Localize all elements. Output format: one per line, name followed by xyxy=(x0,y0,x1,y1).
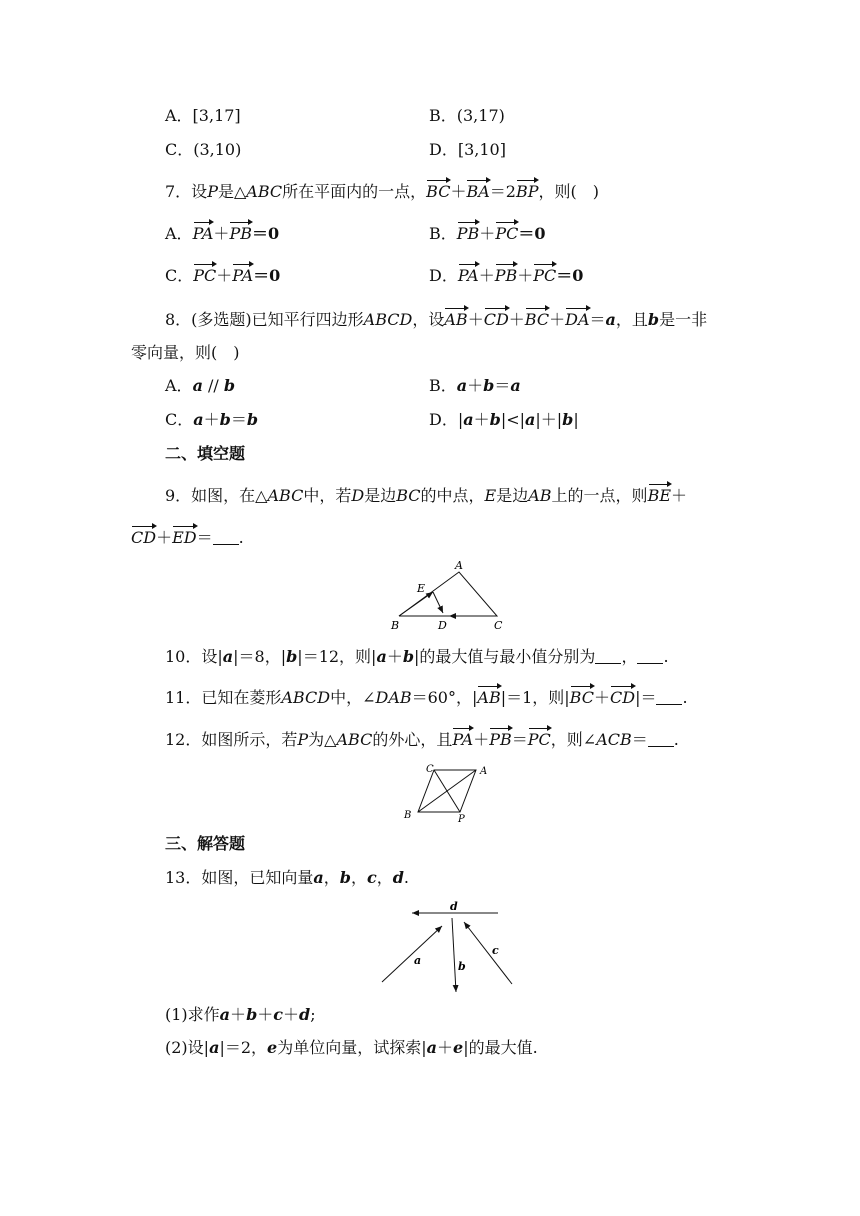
q6-option-a: A．[3,17] xyxy=(165,106,241,125)
q12-label-c: C xyxy=(426,764,434,775)
q13-vectors-figure xyxy=(370,898,520,998)
q7-option-a: A．PA＋PB＝0 xyxy=(165,224,280,243)
q13-label-b: b xyxy=(458,960,466,973)
q9-label-e: E xyxy=(417,582,426,595)
q12-label-p: P xyxy=(458,814,465,824)
answer-blank xyxy=(637,649,663,664)
q8-option-d: D．|a＋b|<|a|＋|b| xyxy=(429,410,579,429)
q9-triangle-figure xyxy=(385,558,515,634)
q7-option-d: D．PA＋PB＋PC＝0 xyxy=(429,266,584,285)
q9-label-d: D xyxy=(438,619,447,632)
q7-stem: 7．设P是△ABC所在平面内的一点，BC＋BA＝2BP，则( ) xyxy=(165,182,599,201)
answer-blank xyxy=(648,732,674,747)
q13-label-c: c xyxy=(492,944,499,957)
q7-option-c: C．PC＋PA＝0 xyxy=(165,266,281,285)
answer-blank xyxy=(656,690,682,705)
q6-option-b: B．(3,17) xyxy=(429,106,505,125)
section-answer-heading: 三、解答题 xyxy=(165,834,246,853)
q12-label-a: A xyxy=(480,766,488,777)
q13-label-a: a xyxy=(414,954,422,967)
q6-option-d: D．[3,10] xyxy=(429,140,506,159)
q13-stem: 13．如图，已知向量a，b，c，d. xyxy=(165,868,410,887)
q10-stem: 10．设|a|＝8，|b|＝12，则|a＋b|的最大值与最小值分别为 ， . xyxy=(165,647,669,666)
q12-label-b: B xyxy=(404,810,412,821)
section-fill-in-heading: 二、填空题 xyxy=(165,444,246,463)
q8-stem-line1: 8．(多选题)已知平行四边形ABCD，设AB＋CD＋BC＋DA＝a，且b是一非 xyxy=(165,310,708,329)
q13-part1: (1)求作a＋b＋c＋d; xyxy=(165,1005,316,1024)
q8-stem-line2: 零向量，则( ) xyxy=(131,343,240,362)
q13-label-d: d xyxy=(450,900,458,913)
q9-stem-line2: CD＋ED＝ . xyxy=(131,528,244,547)
q12-stem: 12．如图所示，若P为△ABC的外心，且PA＋PB＝PC，则∠ACB＝ . xyxy=(165,730,679,749)
q12-parallelogram-figure xyxy=(400,762,500,824)
answer-blank xyxy=(595,649,621,664)
q13-part2: (2)设|a|＝2，e为单位向量，试探索|a＋e|的最大值. xyxy=(165,1038,538,1057)
q9-label-b: B xyxy=(391,619,400,632)
answer-blank xyxy=(213,530,239,545)
q6-option-c: C．(3,10) xyxy=(165,140,242,159)
q8-option-a: A．a // b xyxy=(165,376,236,395)
q9-stem-line1: 9．如图，在△ABC中，若D是边BC的中点，E是边AB上的一点，则BE＋ xyxy=(165,486,688,505)
q8-option-b: B．a＋b＝a xyxy=(429,376,521,395)
q9-label-c: C xyxy=(494,619,503,632)
q7-option-b: B．PB＋PC＝0 xyxy=(429,224,546,243)
q8-option-c: C．a＋b＝b xyxy=(165,410,259,429)
q11-stem: 11．已知在菱形ABCD中，∠DAB＝60°，|AB|＝1，则|BC＋CD|＝ . xyxy=(165,688,688,707)
q9-label-a: A xyxy=(455,559,463,572)
